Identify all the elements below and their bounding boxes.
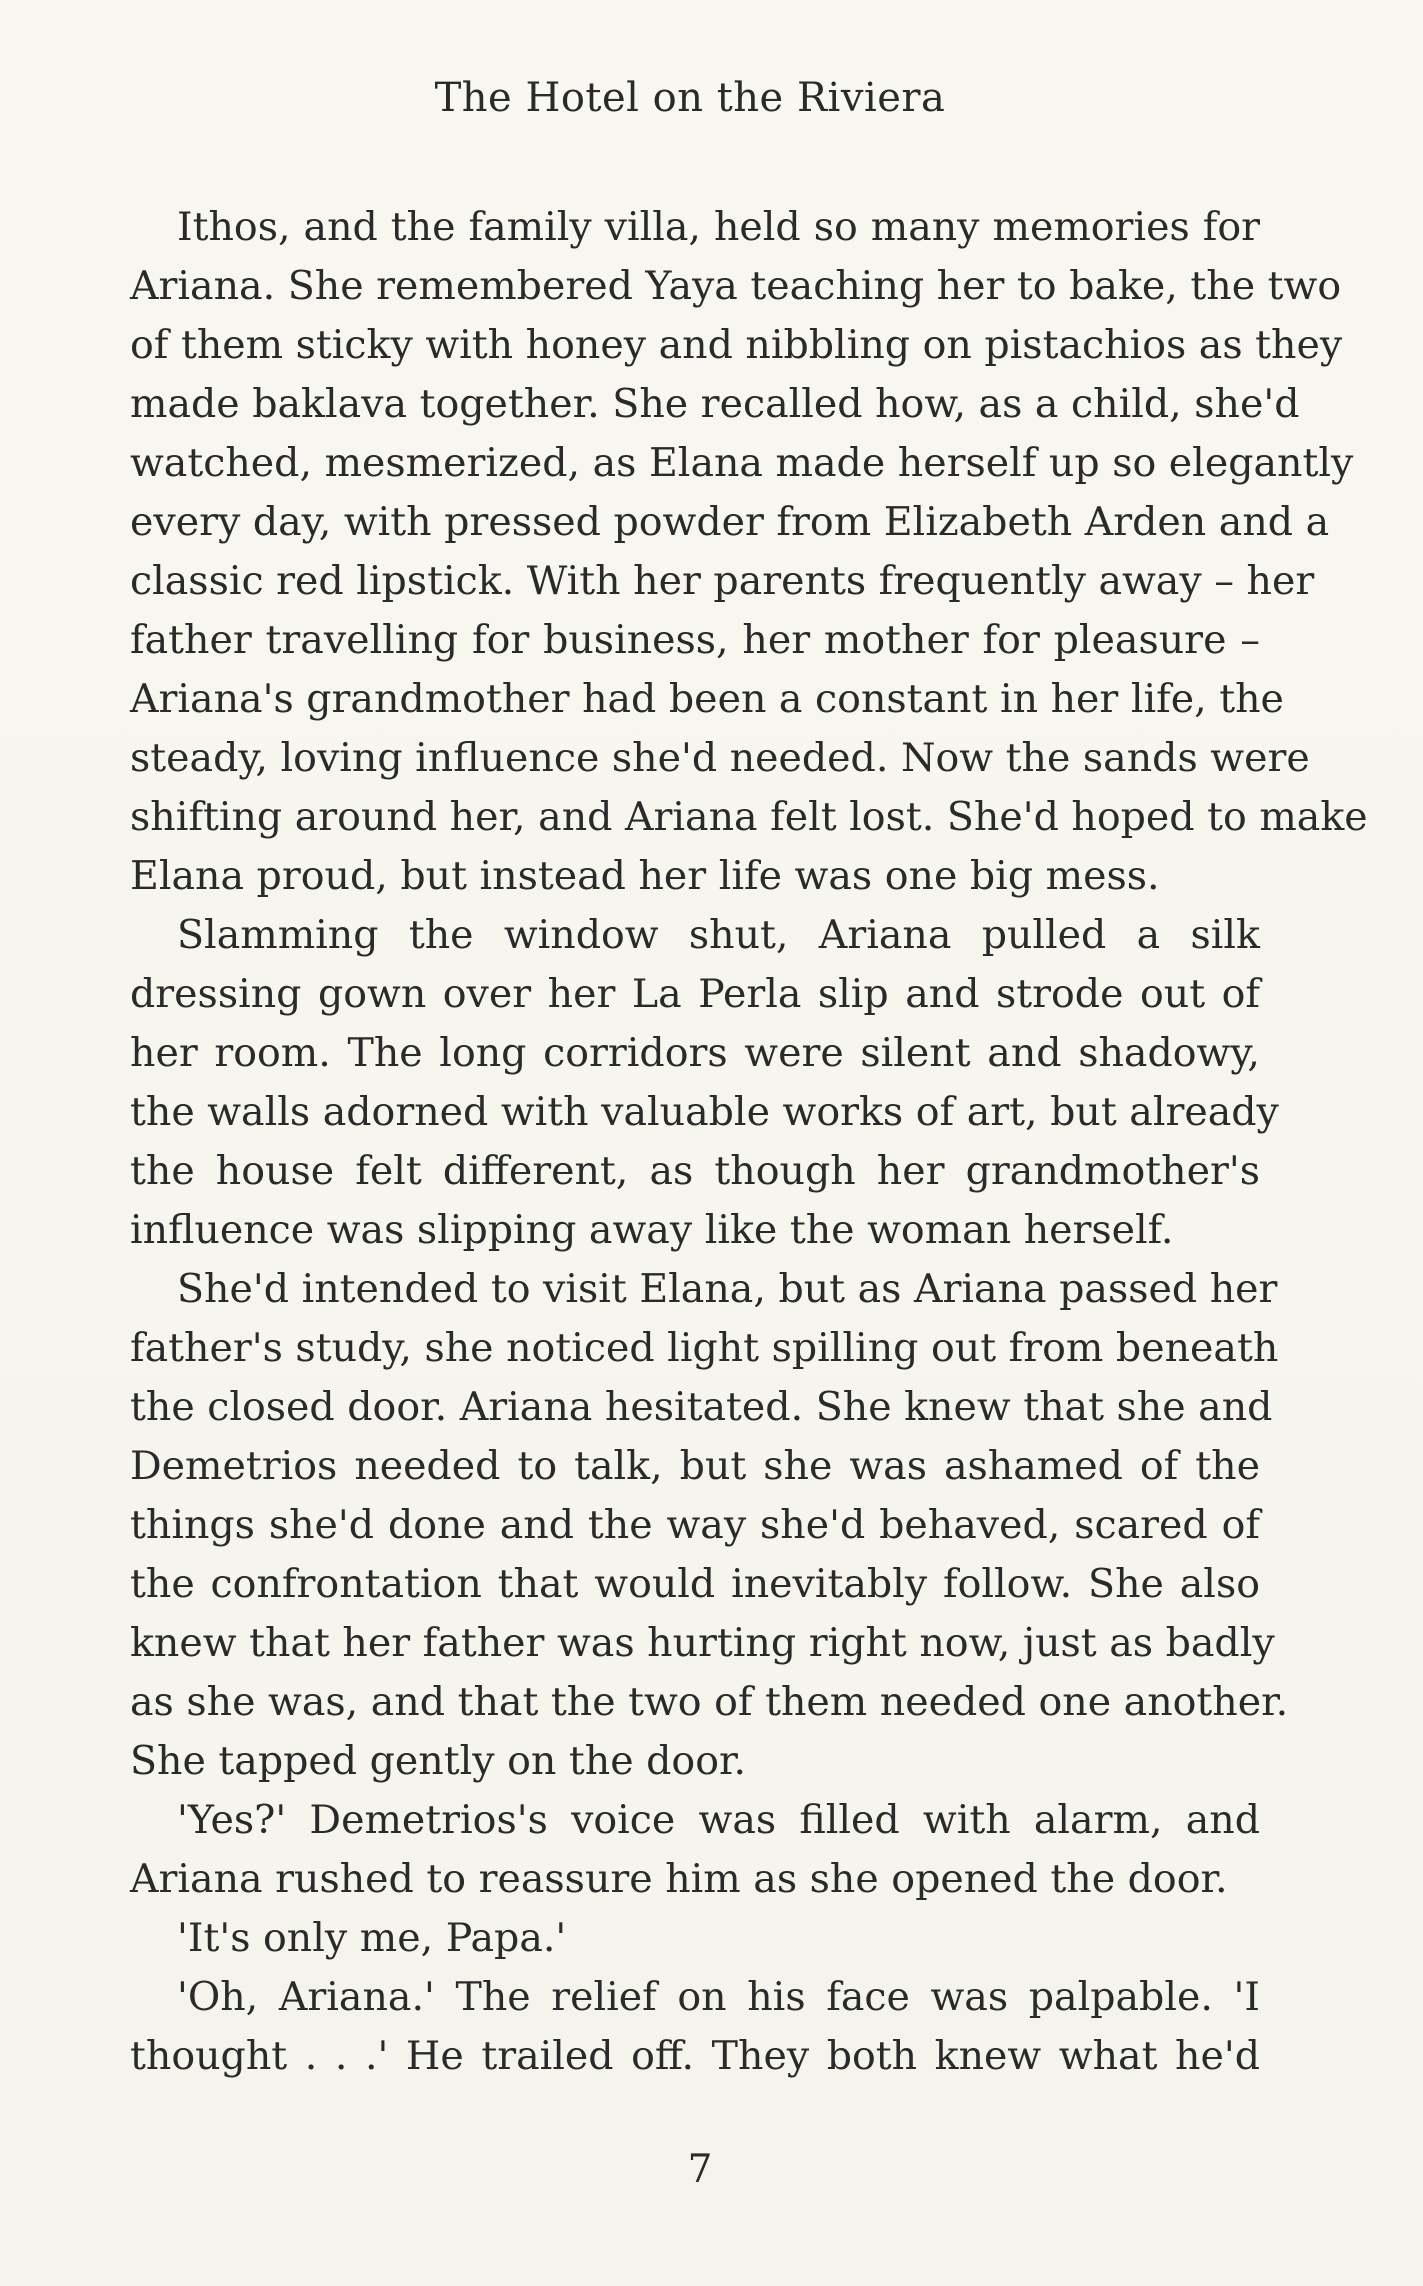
text-line: She'd intended to visit Elana, but as Ariana passed her xyxy=(177,1266,1278,1312)
text-line: She tapped gently on the door. xyxy=(130,1738,747,1784)
text-line: things she'd done and the way she'd behaved, scared of xyxy=(130,1502,1260,1548)
text-line: 'It's only me, Papa.' xyxy=(177,1915,567,1961)
text-line: watched, mesmerized, as Elana made herself up so elegantly xyxy=(130,440,1354,486)
text-line: Ariana's grandmother had been a constant in her life, the xyxy=(130,676,1284,722)
text-line: knew that her father was hurting right now, just as badly xyxy=(130,1620,1275,1666)
text-line: steady, loving influence she'd needed. Now the sands were xyxy=(130,735,1310,781)
text-line: dressing gown over her La Perla slip and strode out of xyxy=(130,971,1260,1017)
text-line: Demetrios needed to talk, but she was ashamed of the xyxy=(130,1443,1260,1489)
body-text xyxy=(130,198,1368,2086)
text-line: 'Oh, Ariana.' The relief on his face was palpable. 'I xyxy=(177,1974,1260,2020)
text-line: thought . . .' He trailed off. They both knew what he'd xyxy=(130,2033,1260,2079)
text-line: father's study, she noticed light spilling out from beneath xyxy=(130,1325,1279,1371)
text-line: Ithos, and the family villa, held so many memories for xyxy=(177,204,1260,250)
text-line: of them sticky with honey and nibbling on pistachios as they xyxy=(130,322,1343,368)
text-line: the walls adorned with valuable works of art, but already xyxy=(130,1089,1279,1135)
text-line: Ariana rushed to reassure him as she opened the door. xyxy=(130,1856,1228,1902)
text-line: the confrontation that would inevitably follow. She also xyxy=(130,1561,1260,1607)
text-line: as she was, and that the two of them needed one another. xyxy=(130,1679,1289,1725)
text-line: classic red lipstick. With her parents frequently away – her xyxy=(130,558,1315,604)
running-head: The Hotel on the Riviera xyxy=(434,75,946,121)
text-line: the house felt different, as though her grandmother's xyxy=(130,1148,1260,1194)
text-line: her room. The long corridors were silent and shadowy, xyxy=(130,1030,1260,1076)
text-line: every day, with pressed powder from Elizabeth Arden and a xyxy=(130,499,1330,545)
page-number: 7 xyxy=(687,2147,713,2192)
text-line: influence was slipping away like the woman herself. xyxy=(130,1207,1174,1253)
text-line: 'Yes?' Demetrios's voice was filled with alarm, and xyxy=(177,1797,1260,1843)
text-line: shifting around her, and Ariana felt lost. She'd hoped to make xyxy=(130,794,1368,840)
text-line: made baklava together. She recalled how, as a child, she'd xyxy=(130,381,1300,427)
text-line: the closed door. Ariana hesitated. She knew that she and xyxy=(130,1384,1273,1430)
text-line: father travelling for business, her mother for pleasure – xyxy=(130,617,1260,663)
text-line: Ariana. She remembered Yaya teaching her to bake, the two xyxy=(130,263,1342,309)
text-line: Elana proud, but instead her life was one big mess. xyxy=(130,853,1160,899)
text-line: Slamming the window shut, Ariana pulled a silk xyxy=(177,912,1260,958)
